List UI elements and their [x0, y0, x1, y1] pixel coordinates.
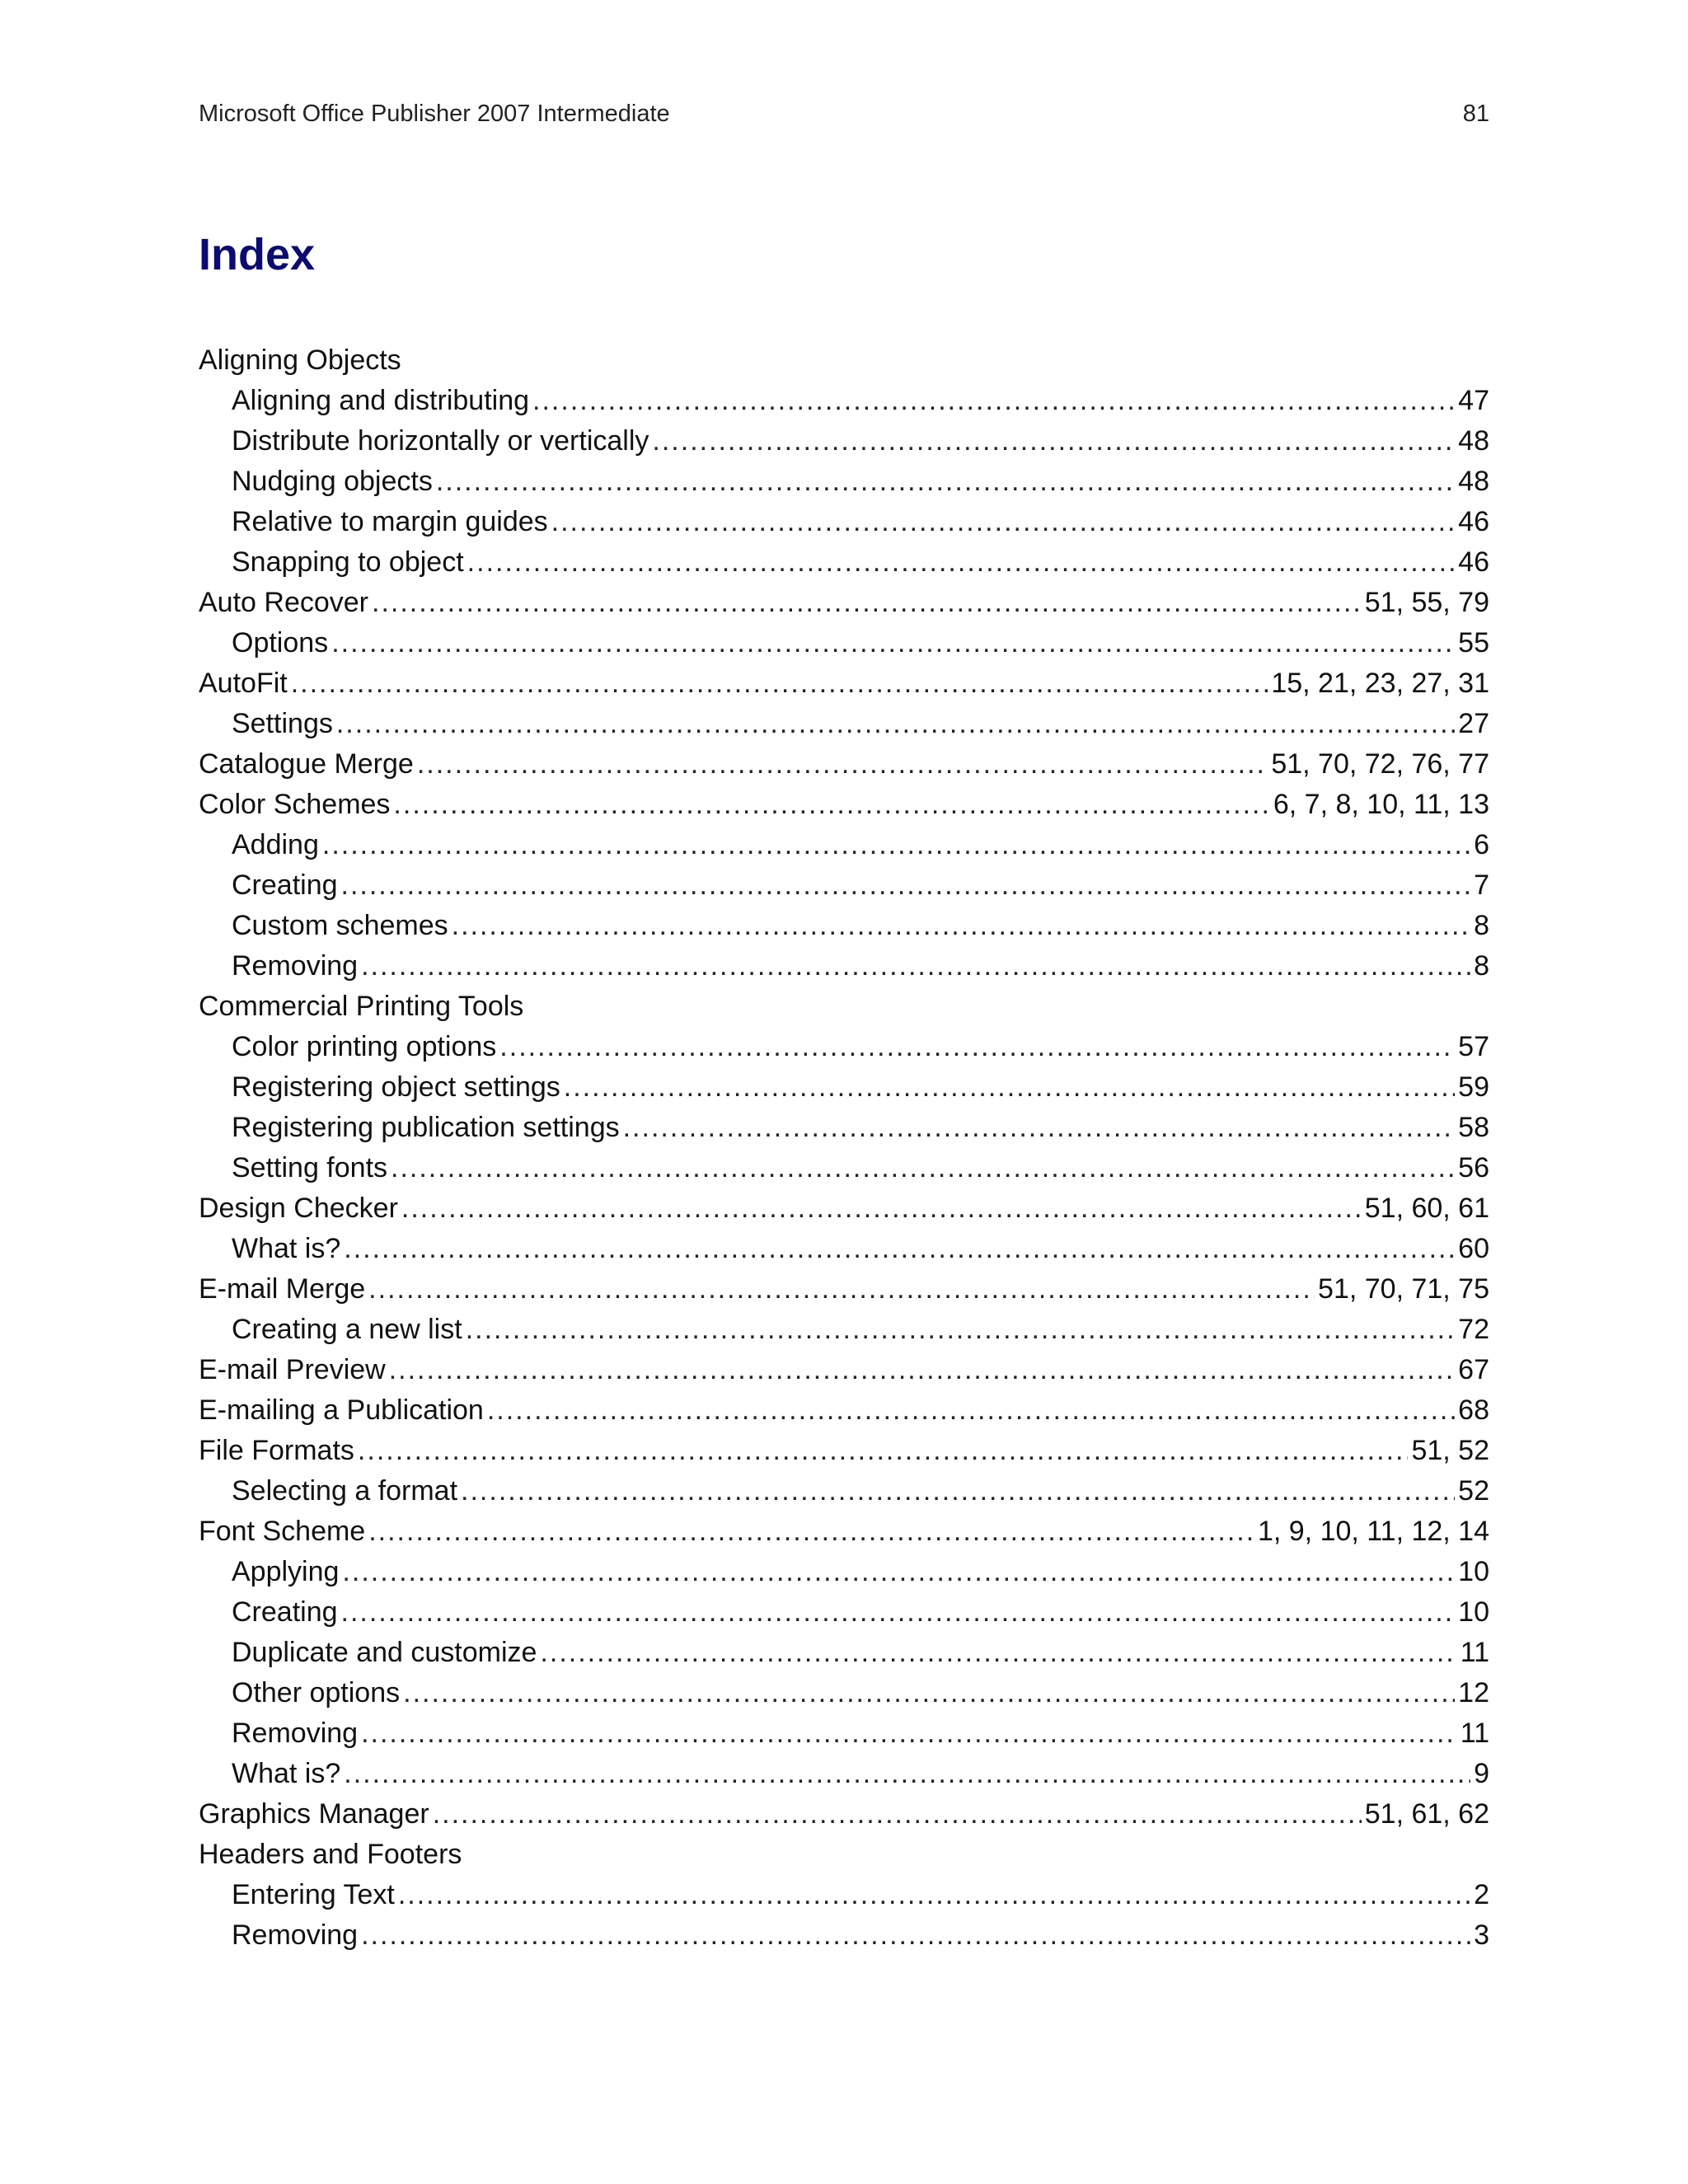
- dot-leader: [344, 1754, 1470, 1794]
- index-term: What is?: [232, 1758, 341, 1789]
- index-page-refs: 10: [1458, 1556, 1489, 1587]
- dot-leader: [487, 1390, 1455, 1431]
- dot-leader: [403, 1673, 1455, 1713]
- index-term: Headers and Footers: [199, 1839, 462, 1870]
- index-term: Commercial Printing Tools: [199, 991, 524, 1022]
- index-term: Registering object settings: [232, 1071, 560, 1103]
- dot-leader: [551, 502, 1456, 542]
- index-page-refs: 6, 7, 8, 10, 11, 13: [1273, 789, 1489, 820]
- index-page-refs: 8: [1474, 950, 1489, 982]
- dot-leader: [389, 1350, 1455, 1390]
- dot-leader: [623, 1108, 1456, 1148]
- dot-leader: [361, 1915, 1470, 1956]
- index-subentry: [199, 381, 1489, 421]
- index-term: Selecting a format: [232, 1475, 458, 1507]
- index-entry: [199, 1188, 1489, 1229]
- index-page-refs: 15, 21, 23, 27, 31: [1271, 668, 1489, 699]
- dot-leader: [368, 1269, 1315, 1310]
- index-page-refs: 60: [1458, 1233, 1489, 1264]
- index-term: Creating a new list: [232, 1314, 462, 1345]
- index-page-refs: 67: [1458, 1354, 1489, 1385]
- index-term: What is?: [232, 1233, 341, 1264]
- dot-leader: [417, 744, 1268, 785]
- dot-leader: [532, 381, 1455, 421]
- index-page-refs: 48: [1458, 466, 1489, 497]
- index-term: AutoFit: [199, 668, 288, 699]
- index-term: Custom schemes: [232, 910, 448, 941]
- index-entry: [199, 1511, 1489, 1552]
- index-subentry: [199, 1067, 1489, 1108]
- index-term: Auto Recover: [199, 587, 368, 618]
- index-subentry: [199, 1552, 1489, 1592]
- index-subentry: [199, 462, 1489, 502]
- dot-leader: [361, 946, 1470, 987]
- dot-leader: [291, 663, 1268, 704]
- index-term: E-mailing a Publication: [199, 1394, 484, 1426]
- dot-leader: [344, 1229, 1455, 1269]
- index-subentry: [199, 1108, 1489, 1148]
- dot-leader: [368, 1511, 1254, 1552]
- index-page-refs: 11: [1460, 1637, 1489, 1668]
- index-page-refs: 6: [1474, 829, 1489, 860]
- index-entry: [199, 1390, 1489, 1431]
- dot-leader: [341, 1592, 1456, 1633]
- index-term: E-mail Merge: [199, 1273, 366, 1305]
- dot-leader: [466, 1310, 1455, 1350]
- index-subentry: [199, 1310, 1489, 1350]
- index-term: Registering publication settings: [232, 1112, 620, 1143]
- index-page-refs: 10: [1458, 1596, 1489, 1628]
- index-subentry: [199, 502, 1489, 542]
- index-term: Distribute horizontally or vertically: [232, 425, 649, 457]
- index-term: Aligning and distributing: [232, 385, 530, 416]
- index-page-refs: 51, 70, 72, 76, 77: [1271, 748, 1489, 780]
- index-entry: [199, 1431, 1489, 1471]
- index-entry: [199, 785, 1489, 825]
- document-title: Microsoft Office Publisher 2007 Intermediate: [199, 101, 670, 127]
- index-subentry: [199, 1754, 1489, 1794]
- index-page-refs: 51, 52: [1411, 1435, 1489, 1466]
- index-subentry: [199, 1915, 1489, 1956]
- index-subentry: [199, 1875, 1489, 1915]
- index-subentry: [199, 1633, 1489, 1673]
- index-page-refs: 8: [1474, 910, 1489, 941]
- dot-leader: [652, 421, 1455, 462]
- document-page: [199, 0, 1489, 2184]
- dot-leader: [401, 1188, 1362, 1229]
- index-entry: [199, 1269, 1489, 1310]
- dot-leader: [540, 1633, 1456, 1673]
- index-entry: [199, 987, 1489, 1027]
- index-term: Duplicate and customize: [232, 1637, 537, 1668]
- dot-leader: [331, 623, 1455, 663]
- dot-leader: [322, 825, 1470, 865]
- index-term: Removing: [232, 950, 359, 982]
- index-subentry: [199, 704, 1489, 744]
- index-subentry: [199, 1592, 1489, 1633]
- index-entry: [199, 744, 1489, 785]
- dot-leader: [467, 542, 1456, 583]
- index-term: Settings: [232, 708, 333, 739]
- index-term: Color Schemes: [199, 789, 391, 820]
- index-page-refs: 55: [1458, 627, 1489, 658]
- index-page-refs: 2: [1474, 1879, 1489, 1910]
- index-subentry: [199, 1229, 1489, 1269]
- index-page-refs: 11: [1460, 1718, 1489, 1749]
- index-term: Design Checker: [199, 1193, 398, 1224]
- index-entry: [199, 1350, 1489, 1390]
- index-page-refs: 51, 60, 61: [1364, 1193, 1489, 1224]
- index-subentry: [199, 865, 1489, 906]
- index-page-refs: 27: [1458, 708, 1489, 739]
- index-page-refs: 48: [1458, 425, 1489, 457]
- index-subentry: [199, 906, 1489, 946]
- index-page-refs: 3: [1474, 1919, 1489, 1951]
- index-entry: [199, 1835, 1489, 1875]
- index-subentry: [199, 421, 1489, 462]
- index-term: Relative to margin guides: [232, 506, 548, 537]
- dot-leader: [393, 785, 1269, 825]
- index-term: Applying: [232, 1556, 340, 1587]
- index-page-refs: 51, 61, 62: [1364, 1798, 1489, 1830]
- index-heading: Index: [199, 230, 316, 279]
- index-term: Creating: [232, 869, 338, 901]
- index-page-refs: 47: [1458, 385, 1489, 416]
- index-subentry: [199, 1471, 1489, 1511]
- index-subentry: [199, 946, 1489, 987]
- index-term: Setting fonts: [232, 1152, 388, 1183]
- index-page-refs: 9: [1474, 1758, 1489, 1789]
- index-entry: [199, 1794, 1489, 1835]
- index-page-refs: 46: [1458, 546, 1489, 578]
- index-term: Aligning Objects: [199, 344, 401, 376]
- index-subentry: [199, 1713, 1489, 1754]
- index-entry: [199, 663, 1489, 704]
- dot-leader: [499, 1027, 1455, 1067]
- index-page-refs: 12: [1458, 1677, 1489, 1708]
- index-entry: [199, 583, 1489, 623]
- index-term: Entering Text: [232, 1879, 395, 1910]
- index-page-refs: 72: [1458, 1314, 1489, 1345]
- dot-leader: [452, 906, 1470, 946]
- index-page-refs: 52: [1458, 1475, 1489, 1507]
- index-entry-list: [199, 340, 1489, 1956]
- dot-leader: [372, 583, 1362, 623]
- dot-leader: [436, 462, 1455, 502]
- index-page-refs: 51, 70, 71, 75: [1318, 1273, 1489, 1305]
- dot-leader: [433, 1794, 1362, 1835]
- index-subentry: [199, 825, 1489, 865]
- index-page-refs: 7: [1474, 869, 1489, 901]
- index-subentry: [199, 542, 1489, 583]
- index-term: File Formats: [199, 1435, 354, 1466]
- index-page-refs: 68: [1458, 1394, 1489, 1426]
- dot-leader: [358, 1431, 1409, 1471]
- index-page-refs: 58: [1458, 1112, 1489, 1143]
- index-term: Catalogue Merge: [199, 748, 414, 780]
- running-header: [199, 101, 1489, 134]
- index-page-refs: 51, 55, 79: [1364, 587, 1489, 618]
- dot-leader: [461, 1471, 1455, 1511]
- dot-leader: [341, 865, 1471, 906]
- page-number: 81: [1462, 101, 1489, 127]
- dot-leader: [361, 1713, 1457, 1754]
- index-term: Removing: [232, 1919, 359, 1951]
- index-subentry: [199, 623, 1489, 663]
- dot-leader: [336, 704, 1455, 744]
- index-page-refs: 57: [1458, 1031, 1489, 1062]
- index-term: Other options: [232, 1677, 401, 1708]
- index-term: Removing: [232, 1718, 359, 1749]
- index-page-refs: 56: [1458, 1152, 1489, 1183]
- index-term: Graphics Manager: [199, 1798, 429, 1830]
- index-page-refs: 1, 9, 10, 11, 12, 14: [1257, 1516, 1489, 1547]
- index-term: Nudging objects: [232, 466, 433, 497]
- index-term: Adding: [232, 829, 319, 860]
- dot-leader: [564, 1067, 1455, 1108]
- dot-leader: [391, 1148, 1455, 1188]
- index-term: E-mail Preview: [199, 1354, 386, 1385]
- index-subentry: [199, 1673, 1489, 1713]
- index-term: Color printing options: [232, 1031, 497, 1062]
- index-term: Font Scheme: [199, 1516, 366, 1547]
- dot-leader: [398, 1875, 1470, 1915]
- index-term: Creating: [232, 1596, 338, 1628]
- index-page-refs: 46: [1458, 506, 1489, 537]
- dot-leader: [342, 1552, 1455, 1592]
- index-subentry: [199, 1148, 1489, 1188]
- index-page-refs: 59: [1458, 1071, 1489, 1103]
- index-term: Options: [232, 627, 329, 658]
- index-subentry: [199, 1027, 1489, 1067]
- index-term: Snapping to object: [232, 546, 464, 578]
- index-entry: [199, 340, 1489, 381]
